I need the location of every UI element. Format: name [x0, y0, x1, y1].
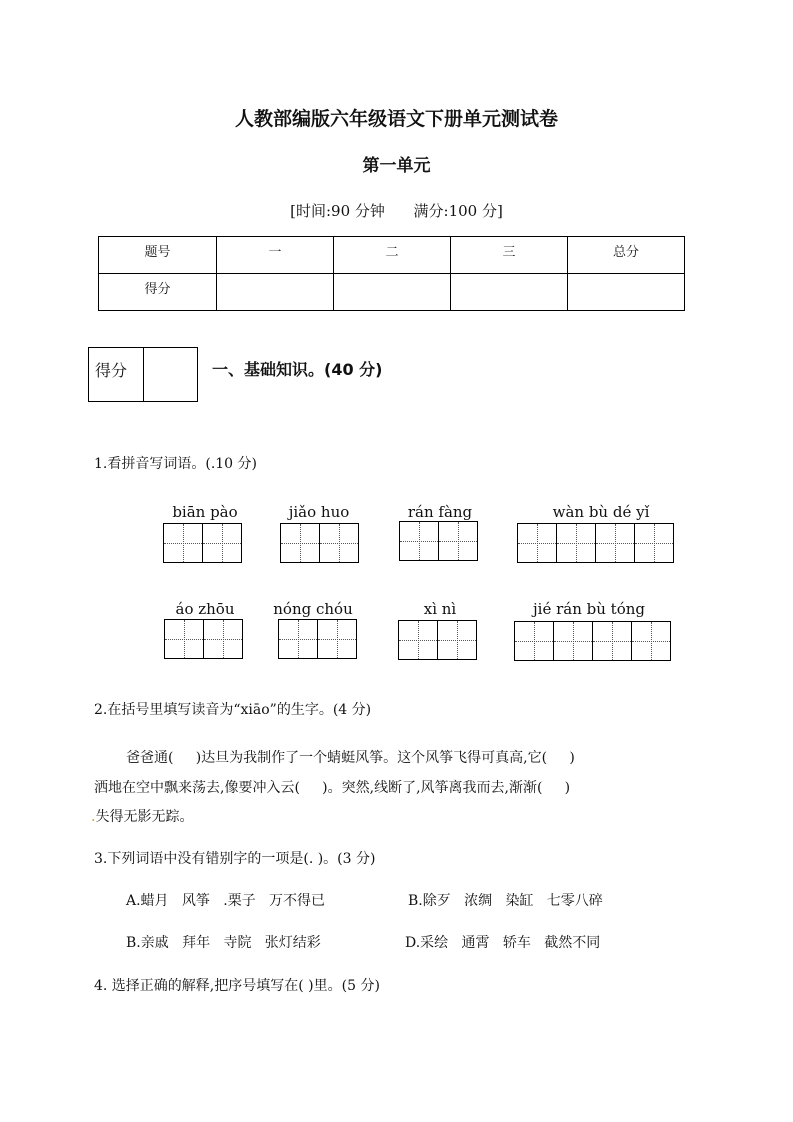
score-cell[interactable] — [568, 274, 685, 311]
grid-cell[interactable] — [592, 621, 632, 661]
table-header-cell: 一 — [217, 237, 334, 274]
grid-cell[interactable] — [398, 620, 438, 660]
grid-cell[interactable] — [438, 521, 478, 561]
grid-cell[interactable] — [514, 621, 554, 661]
table-row-label: 得分 — [99, 274, 217, 311]
table-header-cell: 题号 — [99, 237, 217, 274]
grid-cell[interactable] — [319, 523, 359, 563]
answer-grid[interactable] — [164, 619, 243, 659]
option-a: A.蜡月 风筝 .栗子 万不得已 — [126, 893, 326, 909]
pinyin-label: biān pào — [172, 503, 238, 521]
score-cell[interactable] — [334, 274, 451, 311]
option-d: D.采绘 通霄 轿车 截然不同 — [405, 935, 601, 951]
grid-cell[interactable] — [163, 523, 203, 563]
paragraph-line: 爸爸通( )达旦为我制作了一个蜻蜓风筝。这个风筝飞得可真高,它( ) — [126, 750, 575, 766]
section-score-label: 得分 — [89, 348, 144, 401]
score-cell[interactable] — [451, 274, 568, 311]
time-info: [时间:90 分钟 满分:100 分] — [290, 202, 503, 220]
grid-cell[interactable] — [280, 523, 320, 563]
score-cell[interactable] — [217, 274, 334, 311]
answer-grid[interactable] — [514, 621, 671, 661]
answer-grid[interactable] — [280, 523, 359, 563]
grid-cell[interactable] — [203, 619, 243, 659]
grid-cell[interactable] — [437, 620, 477, 660]
score-table — [98, 236, 685, 311]
grid-cell[interactable] — [517, 523, 557, 563]
answer-grid[interactable] — [517, 523, 674, 563]
paragraph-line: 洒地在空中飘来荡去,像要冲入云( )。突然,线断了,风筝离我而去,渐渐( ) — [94, 780, 571, 796]
question-3: 3.下列词语中没有错别字的一项是(. )。(3 分) — [94, 851, 376, 867]
answer-grid[interactable] — [398, 620, 477, 660]
grid-cell[interactable] — [317, 619, 357, 659]
page-title: 人教部编版六年级语文下册单元测试卷 — [234, 108, 558, 130]
grid-cell[interactable] — [556, 523, 596, 563]
pinyin-label: áo zhōu — [175, 600, 235, 618]
answer-grid[interactable] — [399, 521, 478, 561]
grid-cell[interactable] — [399, 521, 439, 561]
paragraph-line-wrap: .失得无影无踪。 — [91, 809, 194, 825]
section-score-box — [88, 347, 198, 402]
pinyin-label: xì nì — [423, 600, 457, 618]
pinyin-label: nóng chóu — [273, 600, 353, 618]
grid-cell[interactable] — [278, 619, 318, 659]
grid-cell[interactable] — [595, 523, 635, 563]
table-row — [99, 237, 685, 274]
pinyin-label: jiǎo huo — [288, 503, 350, 521]
paragraph-line: 失得无影无踪。 — [95, 809, 194, 825]
answer-grid[interactable] — [278, 619, 357, 659]
question-1: 1.看拼音写词语。(.10 分) — [94, 456, 257, 472]
table-header-cell: 总分 — [568, 237, 685, 274]
grid-cell[interactable] — [634, 523, 674, 563]
table-row — [99, 274, 685, 311]
section-title: 一、基础知识。(40 分) — [212, 360, 383, 379]
question-2: 2.在括号里填写读音为“xiāo”的生字。(4 分) — [94, 702, 372, 718]
grid-cell[interactable] — [553, 621, 593, 661]
grid-cell[interactable] — [164, 619, 204, 659]
option-c: B.亲戚 拜年 寺院 张灯结彩 — [126, 935, 321, 951]
grid-cell[interactable] — [631, 621, 671, 661]
pinyin-label: wàn bù dé yǐ — [552, 503, 650, 521]
unit-title: 第一单元 — [362, 156, 431, 176]
pinyin-label: rán fàng — [407, 503, 473, 521]
question-4: 4. 选择正确的解释,把序号填写在( )里。(5 分) — [94, 978, 380, 994]
grid-cell[interactable] — [202, 523, 242, 563]
option-b: B.除歹 浓绸 染缸 七零八碎 — [408, 893, 603, 909]
table-header-cell: 三 — [451, 237, 568, 274]
answer-grid[interactable] — [163, 523, 242, 563]
pinyin-label: jié rán bù tóng — [533, 600, 645, 618]
table-header-cell: 二 — [334, 237, 451, 274]
